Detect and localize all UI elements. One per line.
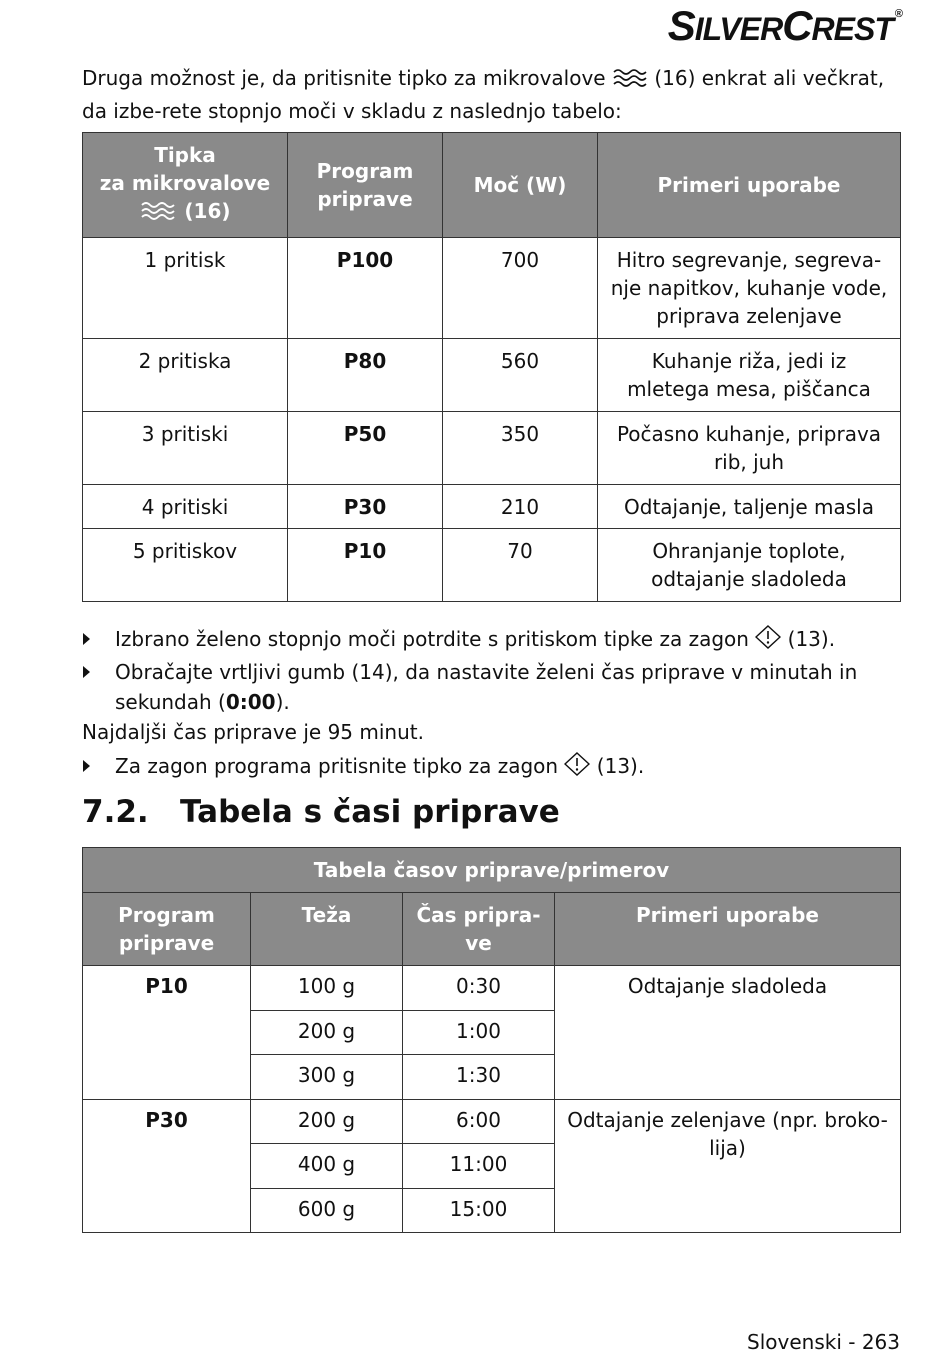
table-caption: Tabela časov priprave/primerov (83, 848, 901, 893)
cooking-times-table (82, 847, 901, 1233)
brand-logo: SILVERCREST ® (667, 2, 902, 49)
cell-time: 1:30 (403, 1055, 555, 1100)
header-key-ref: (16) (177, 199, 231, 223)
cell-time: 0:30 (403, 966, 555, 1011)
cell-program: P50 (288, 412, 443, 485)
header-usage: Primeri uporabe (555, 893, 901, 966)
cell-time: 15:00 (403, 1189, 555, 1233)
step1-text-before: Izbrano želeno stopnjo moči potrdite s pritiskom tipke za zagon (115, 627, 756, 651)
table-header-row (83, 133, 901, 238)
table-row (83, 1100, 901, 1144)
header-program: Program priprave (83, 893, 251, 966)
table-row (83, 529, 901, 602)
cell-press: 4 pritiski (83, 485, 288, 529)
step1-text-after: (13). (781, 627, 836, 651)
instruction-step (82, 624, 902, 657)
cell-usage: Odtajanje sladoleda (555, 966, 901, 1100)
cell-press: 2 pritiska (83, 339, 288, 412)
cell-weight: 200 g (251, 1100, 403, 1144)
cell-usage: Odtajanje, taljenje masla (598, 485, 901, 529)
power-level-table (82, 132, 901, 602)
step3-text-after: (13). (590, 754, 645, 778)
cell-weight: 200 g (251, 1011, 403, 1055)
cell-power: 210 (443, 485, 598, 529)
cell-time: 6:00 (403, 1100, 555, 1144)
start-button-icon (564, 752, 590, 784)
step2-text-after: ). (275, 690, 290, 714)
table-row (83, 966, 901, 1011)
cell-program: P30 (83, 1100, 251, 1233)
header-microwave-key (83, 133, 288, 238)
header-key-line1: Tipka (154, 143, 216, 167)
step2-time-format: 0:00 (225, 690, 276, 714)
section-title: Tabela s časi priprave (180, 794, 560, 830)
instruction-step (82, 657, 902, 717)
cell-time: 11:00 (403, 1144, 555, 1189)
cell-press: 5 pritiskov (83, 529, 288, 602)
header-time: Čas pripra-ve (403, 893, 555, 966)
max-time-note: Najdaljši čas priprave je 95 minut. (82, 720, 424, 744)
table-caption-row (83, 848, 901, 893)
cell-power: 700 (443, 238, 598, 339)
triangle-right-icon (82, 657, 92, 695)
cell-program: P100 (288, 238, 443, 339)
cell-press: 3 pritiski (83, 412, 288, 485)
intro-text-after: (16) enkrat ali večkrat, da izbe-rete stopnjo moči v skladu z naslednjo tabelo: (82, 66, 885, 123)
table-row (83, 485, 901, 529)
header-weight: Teža (251, 893, 403, 966)
microwave-waves-icon (612, 67, 648, 97)
header-power: Moč (W) (443, 133, 598, 238)
table-row (83, 238, 901, 339)
instructions (82, 624, 902, 784)
cell-program: P10 (288, 529, 443, 602)
cell-program: P30 (288, 485, 443, 529)
start-button-icon (755, 625, 781, 657)
cell-usage: Počasno kuhanje, priprava rib, juh (598, 412, 901, 485)
cell-power: 560 (443, 339, 598, 412)
header-usage: Primeri uporabe (598, 133, 901, 238)
cell-weight: 400 g (251, 1144, 403, 1189)
table-row (83, 412, 901, 485)
cell-time: 1:00 (403, 1011, 555, 1055)
section-heading (82, 794, 560, 830)
cell-usage: Ohranjanje toplote, odtajanje sladoleda (598, 529, 901, 602)
step3-text-before: Za zagon programa pritisnite tipko za zagon (115, 754, 565, 778)
cell-usage: Kuhanje riža, jedi iz mletega mesa, piščanca (598, 339, 901, 412)
triangle-right-icon (82, 751, 92, 789)
cell-usage: Hitro segrevanje, segreva-nje napitkov, kuhanje vode, priprava zelenjave (598, 238, 901, 339)
page-footer: Slovenski - 263 (747, 1330, 900, 1354)
intro-paragraph (82, 64, 902, 126)
cell-press: 1 pritisk (83, 238, 288, 339)
cell-weight: 300 g (251, 1055, 403, 1100)
intro-text-before: Druga možnost je, da pritisnite tipko za mikrovalove (82, 66, 612, 90)
instruction-step (82, 751, 902, 784)
header-program: Program priprave (288, 133, 443, 238)
step2-text-before: Obračajte vrtljivi gumb (14), da nastavite želeni čas priprave v minutah in sekundah ( (115, 660, 858, 714)
table-header-row (83, 893, 901, 966)
cell-power: 70 (443, 529, 598, 602)
cell-program: P80 (288, 339, 443, 412)
microwave-waves-icon (139, 200, 177, 229)
cell-program: P10 (83, 966, 251, 1100)
cell-weight: 600 g (251, 1189, 403, 1233)
cell-power: 350 (443, 412, 598, 485)
table-row (83, 339, 901, 412)
header-key-line2: za mikrovalove (99, 171, 271, 195)
section-number: 7.2. (82, 794, 149, 830)
cell-usage: Odtajanje zelenjave (npr. broko-lija) (555, 1100, 901, 1233)
cell-weight: 100 g (251, 966, 403, 1011)
